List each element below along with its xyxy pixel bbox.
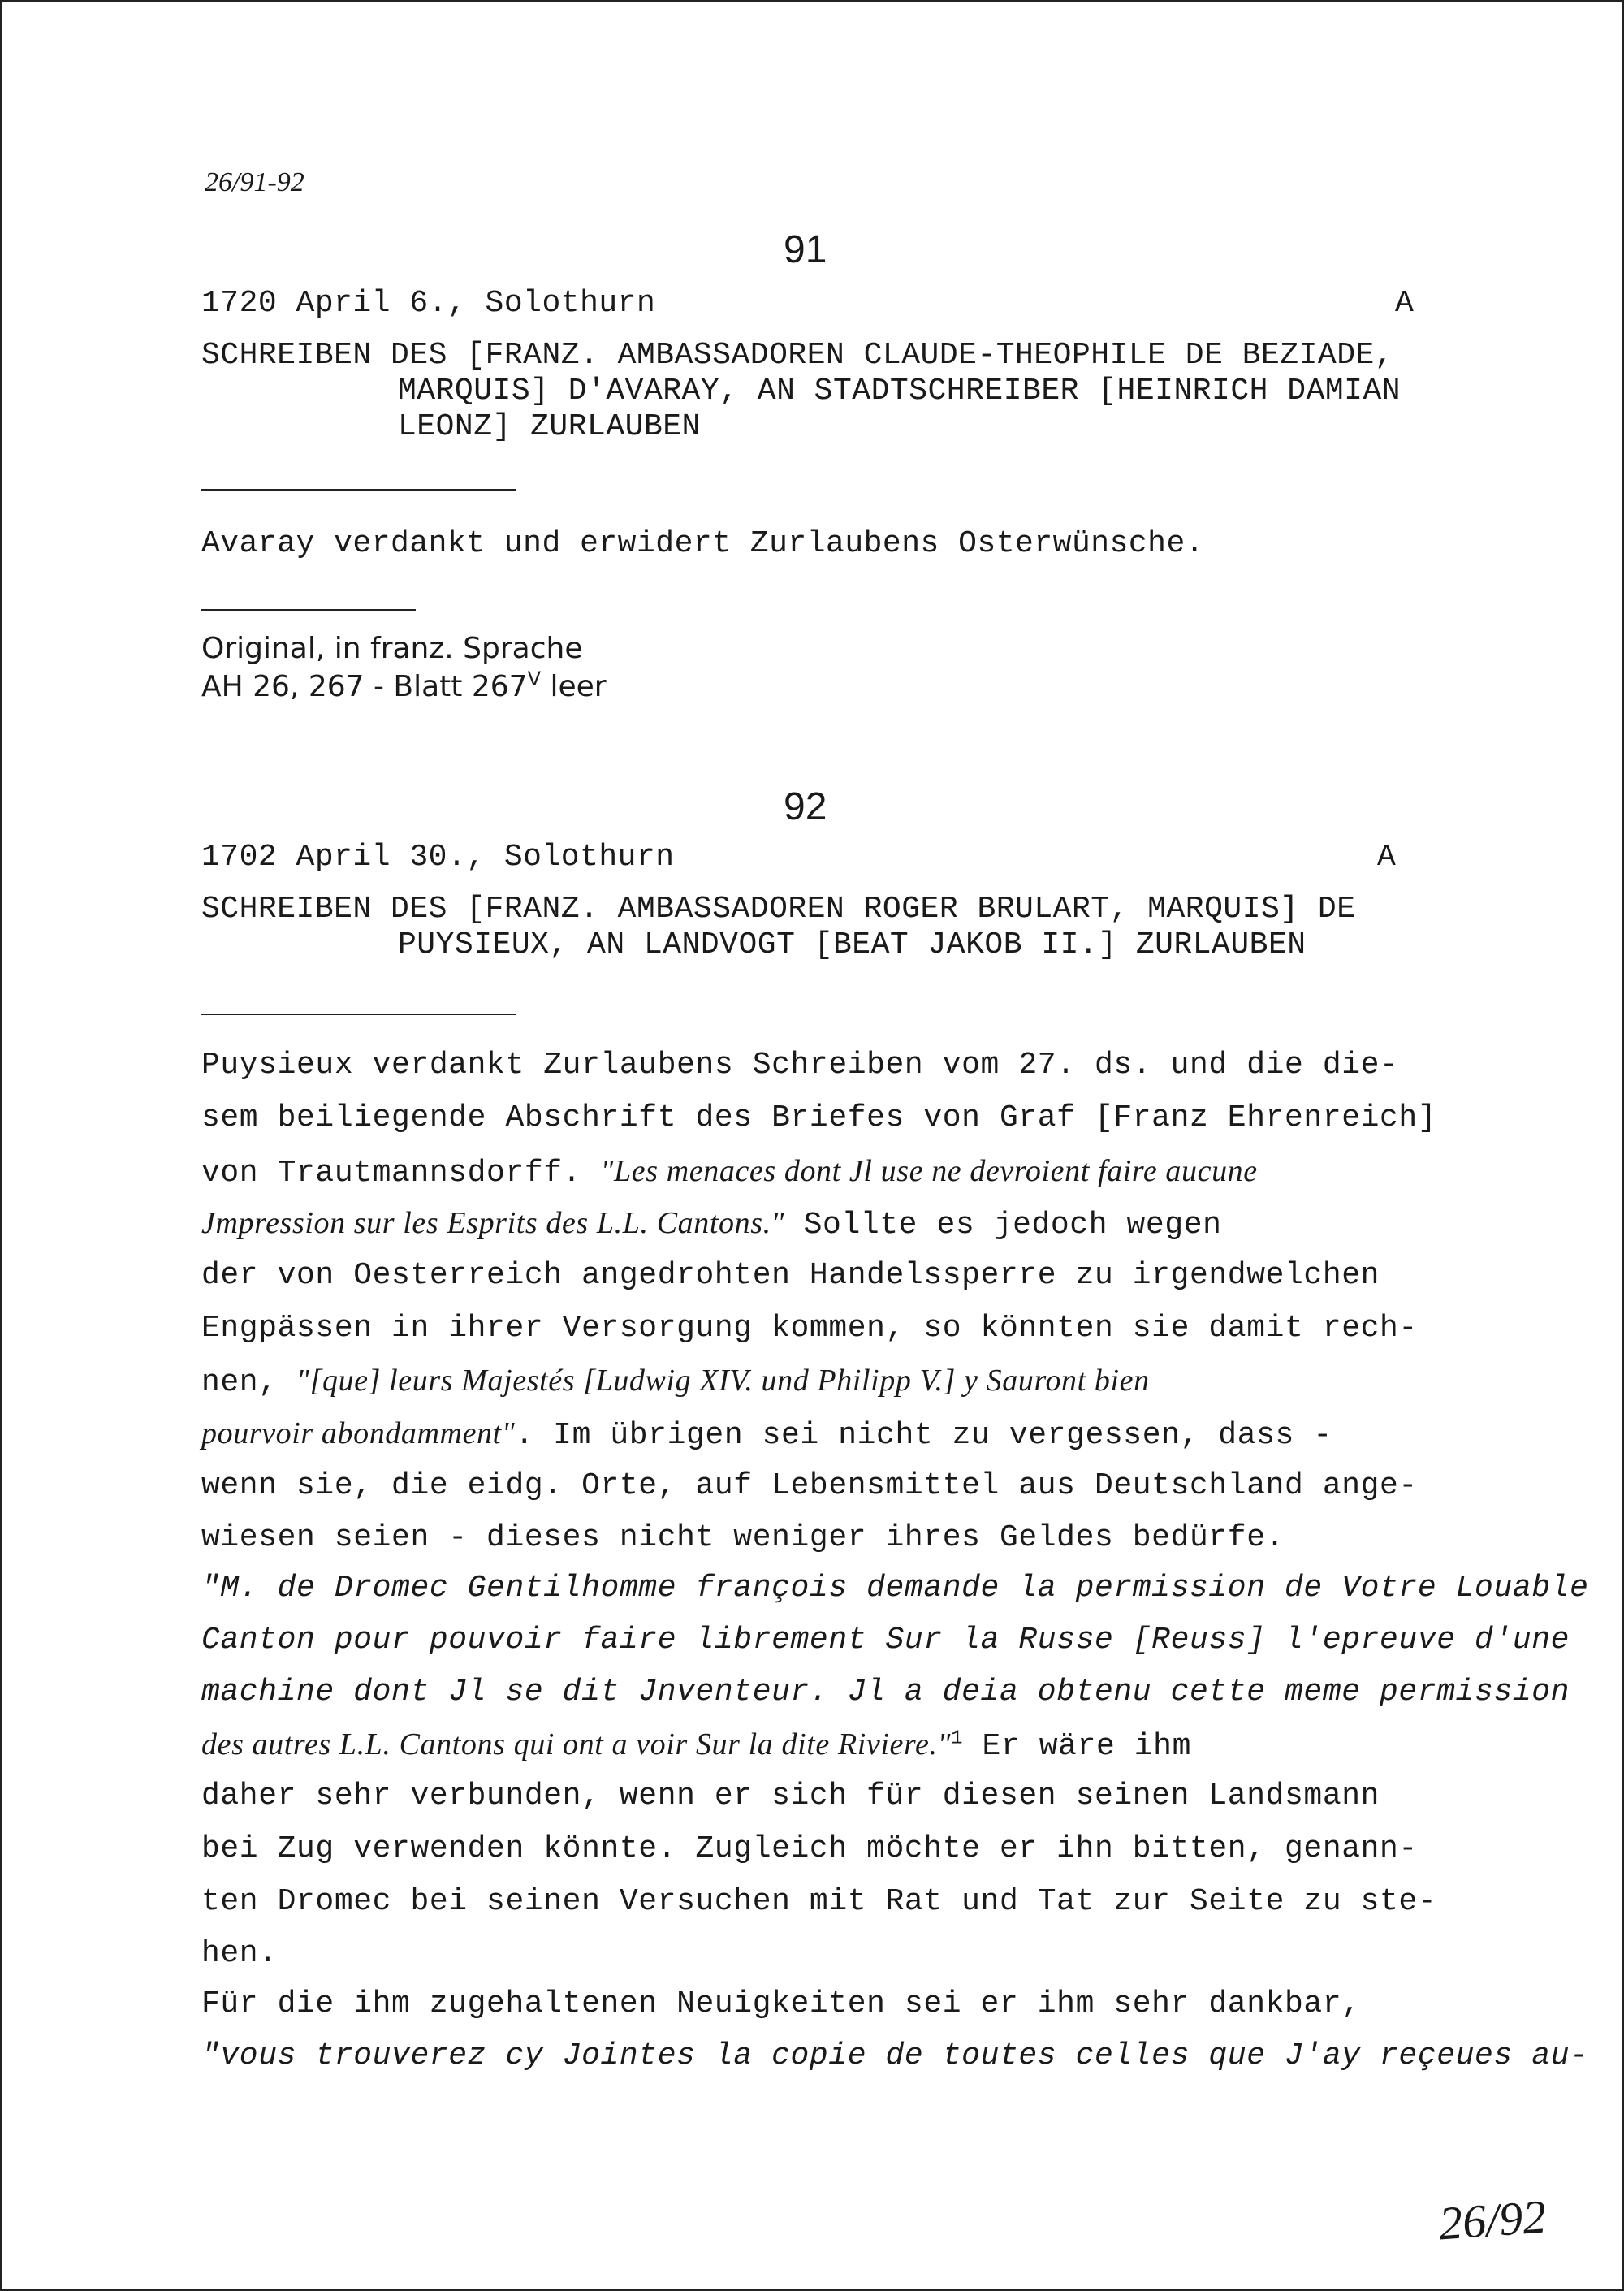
entry-91-summary: Avaray verdankt und erwidert Zurlaubens Osterwünsche. — [201, 526, 1205, 561]
body-line: sem beiliegende Abschrift des Briefes von Graf [Franz Ehrenreich] — [201, 1100, 1437, 1135]
body-line: wenn sie, die eidg. Orte, auf Lebensmittel aus Deutschland ange- — [201, 1468, 1418, 1503]
archive-reference: 26/91-92 — [205, 167, 304, 197]
body-line: Engpässen in ihrer Versorgung kommen, so könnten sie damit rech- — [201, 1311, 1418, 1346]
body-line: pourvoir abondamment". Im übrigen sei nicht zu vergessen, dass - — [201, 1416, 1332, 1453]
entry-92-date-place: 1702 April 30., Solothurn — [201, 840, 675, 875]
folio-mark: 26/92 — [1436, 2189, 1548, 2250]
entry-92-heading-line: SCHREIBEN DES [FRANZ. AMBASSADOREN ROGER BRULART, MARQUIS] DE — [201, 892, 1356, 927]
entry-91-heading-line: MARQUIS] D'AVARAY, AN STADTSCHREIBER [HEINRICH DAMIAN — [398, 374, 1402, 408]
body-line: der von Oesterreich angedrohten Handelssperre zu irgendwelchen — [201, 1258, 1380, 1293]
divider-rule — [201, 609, 416, 611]
body-line: wiesen seien - dieses nicht weniger ihres Geldes bedürfe. — [201, 1520, 1285, 1555]
body-line: bei Zug verwenden könnte. Zugleich möchte er ihn bitten, genann- — [201, 1831, 1418, 1866]
divider-rule — [201, 489, 516, 491]
entry-92-grade: A — [1377, 840, 1397, 875]
entry-91-heading-line: SCHREIBEN DES [FRANZ. AMBASSADOREN CLAUDE-THEOPHILE DE BEZIADE, — [201, 338, 1394, 373]
entry-91-date-place: 1720 April 6., Solothurn — [201, 286, 656, 321]
entry-91-source-archive: AH 26, 267 - Blatt $267^V$ leer — [201, 668, 607, 703]
body-line: hen. — [201, 1936, 278, 1971]
body-line: Jmpression sur les Esprits des L.L. Cantons." Sollte es jedoch wegen — [201, 1206, 1222, 1243]
body-line: machine dont Jl se dit Jnventeur. Jl a deia obtenu cette meme permission — [201, 1675, 1570, 1710]
divider-rule — [201, 1014, 516, 1015]
body-line: "vous trouverez cy Jointes la copie de toutes celles que J'ay reçeues au- — [201, 2038, 1589, 2073]
body-line: Canton pour pouvoir faire librement Sur la Russe [Reuss] l'epreuve d'une — [201, 1623, 1570, 1658]
body-line: Puysieux verdankt Zurlaubens Schreiben vom 27. ds. und die die- — [201, 1048, 1399, 1083]
entry-92-number: 92 — [784, 785, 827, 828]
body-line: nen, "[que] leurs Majestés [Ludwig XIV. und Philipp V.] y Sauront bien — [201, 1364, 1150, 1400]
body-line: von Trautmannsdorff. "Les menaces dont Jl use ne devroient faire aucune — [201, 1154, 1258, 1191]
body-line: "M. de Dromec Gentilhomme françois demande la permission de Votre Louable — [201, 1571, 1589, 1606]
entry-91-source-original: Original, in franz. Sprache — [201, 632, 583, 665]
body-line: Für die ihm zugehaltenen Neuigkeiten sei er ihm sehr dankbar, — [201, 1986, 1361, 2021]
entry-91-number: 91 — [784, 228, 827, 271]
body-line: ten Dromec bei seinen Versuchen mit Rat und Tat zur Seite zu ste- — [201, 1884, 1437, 1919]
body-line: daher sehr verbunden, wenn er sich für diesen seinen Landsmann — [201, 1779, 1380, 1813]
entry-91-grade: A — [1395, 286, 1415, 321]
entry-92-heading-line: PUYSIEUX, AN LANDVOGT [BEAT JAKOB II.] ZURLAUBEN — [398, 927, 1307, 962]
entry-91-heading-line: LEONZ] ZURLAUBEN — [398, 409, 701, 444]
body-line: des autres L.L. Cantons qui ont a voir Sur la dite Riviere."$^1$ Er wäre ihm — [201, 1727, 1191, 1764]
